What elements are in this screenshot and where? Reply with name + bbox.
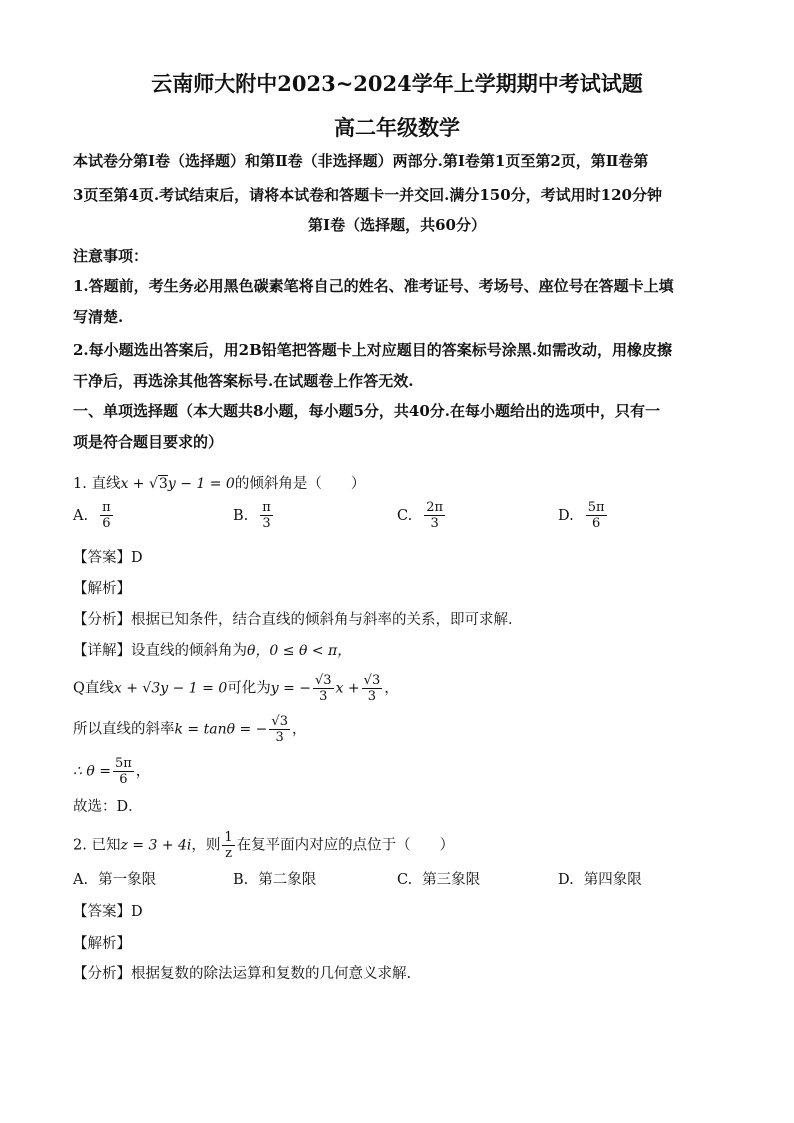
q1-option-a-fraction: $\frac{\pi}{6}$ bbox=[102, 500, 111, 531]
section-heading: 第Ⅰ卷（选择题，共60分） bbox=[308, 216, 486, 234]
q1-option-a[interactable]: A. $\frac{\pi}{6}$ bbox=[73, 500, 111, 531]
q1-xiangjie: 【详解】设直线的倾斜角为θ，0 ≤ θ < π， bbox=[73, 643, 352, 659]
q2-option-a[interactable]: A. 第一象限 bbox=[73, 872, 157, 888]
note-2-line-1: 2.每小题选出答案后，用2B铅笔把答题卡上对应题目的答案标号涂黑.如需改动，用橡皮擦 bbox=[73, 341, 673, 359]
q1-suffix: 的倾斜角是（ ） bbox=[234, 476, 366, 492]
q1-analysis-heading: 【解析】 bbox=[73, 581, 131, 597]
q1-option-d[interactable]: D. $\frac{5\pi}{6}$ bbox=[558, 500, 605, 531]
note-1-line-2: 写清楚. bbox=[73, 308, 124, 326]
q1-option-b-fraction: $\frac{\pi}{3}$ bbox=[262, 500, 271, 531]
q1-prefix: 1. 直线 bbox=[73, 476, 121, 492]
intro-line-2: 3页至第4页.考试结束后，请将本试卷和答题卡一并交回.满分150分，考试用时120分钟 bbox=[73, 186, 662, 204]
q1-step-3-fraction: $\frac{5\pi}{6}$ bbox=[114, 756, 132, 787]
q2-option-d[interactable]: D. 第四象限 bbox=[558, 872, 642, 888]
q2-analysis-heading: 【解析】 bbox=[73, 936, 131, 952]
notes-heading: 注意事项： bbox=[73, 247, 149, 265]
q2-fenxi: 【分析】根据复数的除法运算和复数的几何意义求解. bbox=[73, 966, 412, 982]
q1-answer: 【答案】D bbox=[73, 550, 143, 566]
q1-equation: x + √3y − 1 = 0 bbox=[120, 476, 235, 492]
q1-option-b[interactable]: B. $\frac{\pi}{3}$ bbox=[233, 500, 271, 531]
q1-choose: 故选：D． bbox=[73, 799, 143, 815]
question-2: 2. 已知z = 3 + 4i，则 $\frac{1}{z}$ 在复平面内对应的点位于（ ） bbox=[73, 830, 455, 861]
q1-step-1: Q直线x + √3y − 1 = 0可化为y = − $\frac{√3}{3}$ x + $\frac{√3}{3}$ ， bbox=[73, 673, 399, 704]
question-1 bbox=[73, 472, 365, 493]
q1-option-d-fraction: $\frac{5\pi}{6}$ bbox=[587, 500, 605, 531]
q1-fenxi: 【分析】根据已知条件，结合直线的倾斜角与斜率的关系，即可求解． bbox=[73, 612, 523, 628]
intro-line-1: 本试卷分第Ⅰ卷（选择题）和第Ⅱ卷（非选择题）两部分.第Ⅰ卷第1页至第2页，第Ⅱ卷第 bbox=[73, 152, 649, 170]
note-2-line-2: 干净后，再选涂其他答案标号.在试题卷上作答无效. bbox=[73, 372, 414, 390]
q1-option-c-fraction: $\frac{2\pi}{3}$ bbox=[426, 500, 444, 531]
part1-line-2: 项是符合题目要求的） bbox=[73, 433, 224, 451]
exam-subtitle: 高二年级数学 bbox=[334, 115, 460, 140]
part1-line-1: 一、单项选择题（本大题共8小题，每小题5分，共40分.在每小题给出的选项中，只有一 bbox=[73, 402, 660, 420]
q1-option-c[interactable]: C. $\frac{2\pi}{3}$ bbox=[397, 500, 444, 531]
q1-step-1-fraction-2: $\frac{√3}{3}$ bbox=[363, 673, 381, 704]
q2-option-c[interactable]: C. 第三象限 bbox=[397, 872, 481, 888]
q1-step-1-fraction-1: $\frac{√3}{3}$ bbox=[315, 673, 332, 704]
q1-step-2: 所以直线的斜率k = tanθ = − $\frac{√3}{3}$ ， bbox=[73, 714, 307, 745]
note-1-line-1: 1.答题前，考生务必用黑色碳素笔将自己的姓名、准考证号、考场号、座位号在答题卡上填 bbox=[73, 277, 674, 295]
q2-option-b[interactable]: B. 第二象限 bbox=[233, 872, 317, 888]
q2-fraction: $\frac{1}{z}$ bbox=[224, 830, 233, 861]
q1-step-2-fraction: $\frac{√3}{3}$ bbox=[271, 714, 288, 745]
q2-answer: 【答案】D bbox=[73, 904, 143, 920]
exam-title: 云南师大附中2023~2024学年上学期期中考试试题 bbox=[151, 71, 643, 96]
q1-step-3: ∴ θ = $\frac{5\pi}{6}$ ， bbox=[73, 756, 151, 787]
